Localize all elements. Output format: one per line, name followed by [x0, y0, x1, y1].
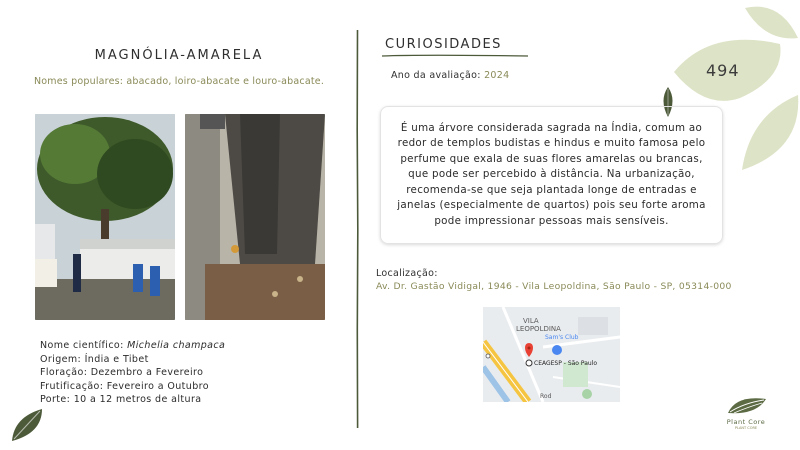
- evaluation-year: [391, 70, 509, 81]
- trunk-photo-illustration: [185, 114, 325, 320]
- leaf-icon-bottom-left: [8, 405, 48, 445]
- fact-scientific-name: [40, 339, 225, 353]
- map-label-area-1: VILA: [523, 317, 539, 325]
- plant-core-logo-icon: [726, 393, 768, 417]
- fact-scientific-label: Nome científico:: [40, 340, 128, 351]
- map-label-area-2: LEOPOLDINA: [516, 325, 561, 333]
- badge-number: 494: [706, 61, 740, 80]
- map-label-road: Rod: [540, 393, 552, 400]
- curiosities-title: CURIOSIDADES: [385, 37, 502, 52]
- brand-name: Plant Core: [726, 418, 766, 426]
- map-illustration: [483, 307, 620, 402]
- tree-photo: [35, 114, 175, 320]
- curiosity-text: É uma árvore considerada sagrada na Índia, comum ao redor de templos budistas e hindus e muito famosa pelo perfume que exala de suas flores amarelas ou brancas, que pode ser percebido à distância. Na urbanização, recomenda-se que seja plantada longe de entradas e janelas (especialmente de quartos) pois seu forte aroma pode impressionar pessoas mais sensíveis.: [397, 122, 706, 227]
- map-label-store: Sam's Club: [545, 334, 579, 341]
- fact-fruiting: Frutificação: Fevereiro a Outubro: [40, 380, 209, 392]
- vertical-divider: [356, 30, 359, 428]
- location-address[interactable]: Av. Dr. Gastão Vidigal, 1946 - Vila Leopoldina, São Paulo - SP, 05314-000: [376, 281, 732, 292]
- fact-flowering: Floração: Dezembro a Fevereiro: [40, 367, 204, 378]
- popular-names: Nomes populares: abacado, loiro-abacate e louro-abacate.: [33, 76, 325, 87]
- leaf-cluster-decoration: [670, 0, 800, 175]
- year-value: 2024: [484, 70, 510, 81]
- plant-facts: [40, 339, 225, 407]
- fact-scientific-value: Michelia champaca: [127, 340, 226, 351]
- year-label: Ano da avaliação:: [391, 70, 485, 81]
- brand-tagline: PLANT CORE: [734, 426, 758, 430]
- location-map[interactable]: [483, 307, 620, 402]
- tree-photo-illustration: [35, 114, 175, 320]
- title-underline: [382, 54, 528, 58]
- map-label-place: CEAGESP - São Paulo: [534, 360, 598, 367]
- fact-origin: Origem: Índia e Tibet: [40, 353, 149, 365]
- location-label: Localização:: [376, 268, 438, 279]
- fact-size: Porte: 10 a 12 metros de altura: [40, 394, 202, 405]
- plant-title: MAGNÓLIA-AMARELA: [94, 48, 264, 63]
- trunk-photo: [185, 114, 325, 320]
